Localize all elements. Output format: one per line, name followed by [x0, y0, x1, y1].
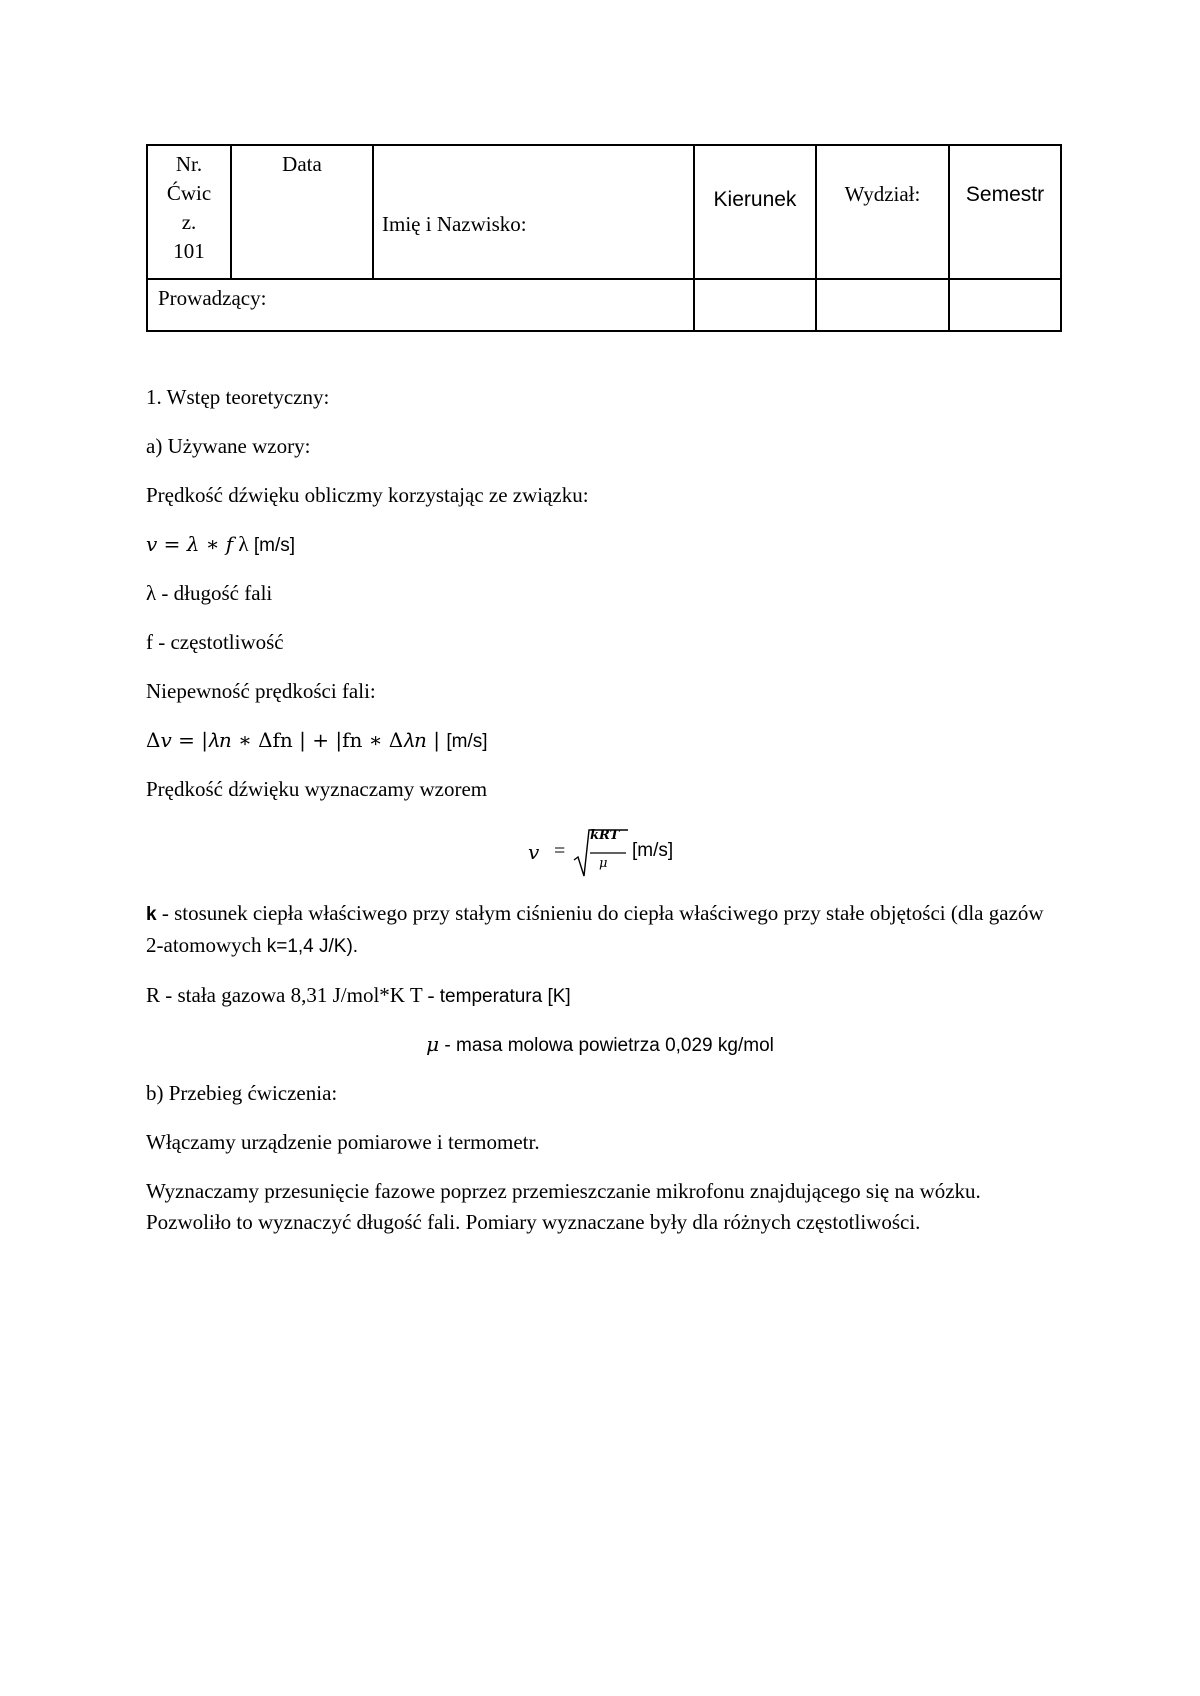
field-of-study-cell — [694, 145, 816, 279]
formula-expression: Δ𝑣 = |𝜆𝑛 ∗ Δfn | + |fn ∗ Δ𝜆𝑛 | — [146, 728, 447, 752]
formula-unit: [m/s] — [253, 535, 296, 556]
k-definition: - stosunek ciepła właściwego przy stałym ciśnieniu do ciepła właściwego przy stałe objętości (dla gazów 2-atomowych — [146, 901, 1044, 957]
field-of-study-value-cell — [694, 279, 816, 331]
date-cell — [231, 145, 373, 279]
formula-unit: [m/s] — [446, 731, 488, 752]
semester-value-cell — [949, 279, 1061, 331]
definition-mu — [0, 1029, 1200, 1061]
formula-sqrt — [528, 826, 728, 882]
exercise-number-cell — [147, 145, 231, 279]
mu-symbol: 𝜇 — [426, 1032, 440, 1056]
faculty-label: Wydział: — [844, 182, 921, 206]
t-definition: temperatura [K] — [439, 986, 571, 1007]
paragraph: Wyznaczamy przesunięcie fazowe poprzez przemieszczanie mikrofonu znajdującego się na wózku. Pozwoliło to wyznaczyć długość fali. Pomiary wyznaczane były dla różnych częstotliwości. — [146, 1179, 981, 1234]
instructor-cell — [147, 279, 694, 331]
exercise-nr-label: Ćwic — [166, 181, 212, 205]
k-value: k=1,4 J/K). — [266, 936, 359, 957]
formula-denominator: μ — [599, 856, 608, 871]
semester-label: Semestr — [965, 183, 1045, 206]
subsection-heading: b) Przebieg ćwiczenia: — [146, 1081, 338, 1105]
subsection-heading: a) Używane wzory: — [146, 434, 311, 458]
formula-unit: [m/s] — [632, 840, 674, 861]
mu-definition: - masa molowa powietrza 0,029 kg/mol — [439, 1035, 774, 1056]
r-definition: R - stała gazowa 8,31 J/mol*K T - — [146, 983, 440, 1007]
definition-lambda: λ - długość fali — [146, 581, 273, 605]
definition-k — [146, 898, 1066, 962]
field-of-study-label: Kierunek — [713, 188, 797, 211]
name-cell — [373, 145, 694, 279]
formula-expression: 𝑣 = 𝜆 ∗ 𝑓 — [146, 532, 234, 556]
exercise-nr-value: 101 — [173, 239, 205, 263]
formula-numerator: kRT — [590, 828, 620, 843]
k-symbol: k — [146, 904, 157, 925]
paragraph: Włączamy urządzenie pomiarowe i termometr. — [146, 1130, 540, 1154]
date-label: Data — [282, 152, 322, 176]
definition-r-t — [146, 980, 571, 1012]
name-label: Imię i Nazwisko: — [382, 212, 527, 236]
definition-frequency: f - częstotliwość — [146, 630, 284, 654]
exercise-nr-label: Nr. — [175, 152, 203, 176]
formula-lhs: 𝑣 — [528, 840, 540, 864]
section-heading: 1. Wstęp teoretyczny: — [146, 385, 330, 409]
faculty-cell — [816, 145, 949, 279]
instructor-label: Prowadzący: — [158, 286, 267, 310]
semester-cell — [949, 145, 1061, 279]
paragraph: Niepewność prędkości fali: — [146, 679, 376, 703]
formula-lambda: λ — [233, 532, 254, 556]
exercise-nr-label: z. — [181, 210, 197, 234]
formula-uncertainty — [146, 725, 488, 757]
header-table — [146, 144, 1062, 332]
faculty-value-cell — [816, 279, 949, 331]
formula-speed — [146, 529, 295, 561]
formula-equals: = — [554, 840, 566, 862]
paragraph: Prędkość dźwięku wyznaczamy wzorem — [146, 777, 488, 801]
paragraph: Prędkość dźwięku obliczmy korzystając ze związku: — [146, 483, 589, 507]
